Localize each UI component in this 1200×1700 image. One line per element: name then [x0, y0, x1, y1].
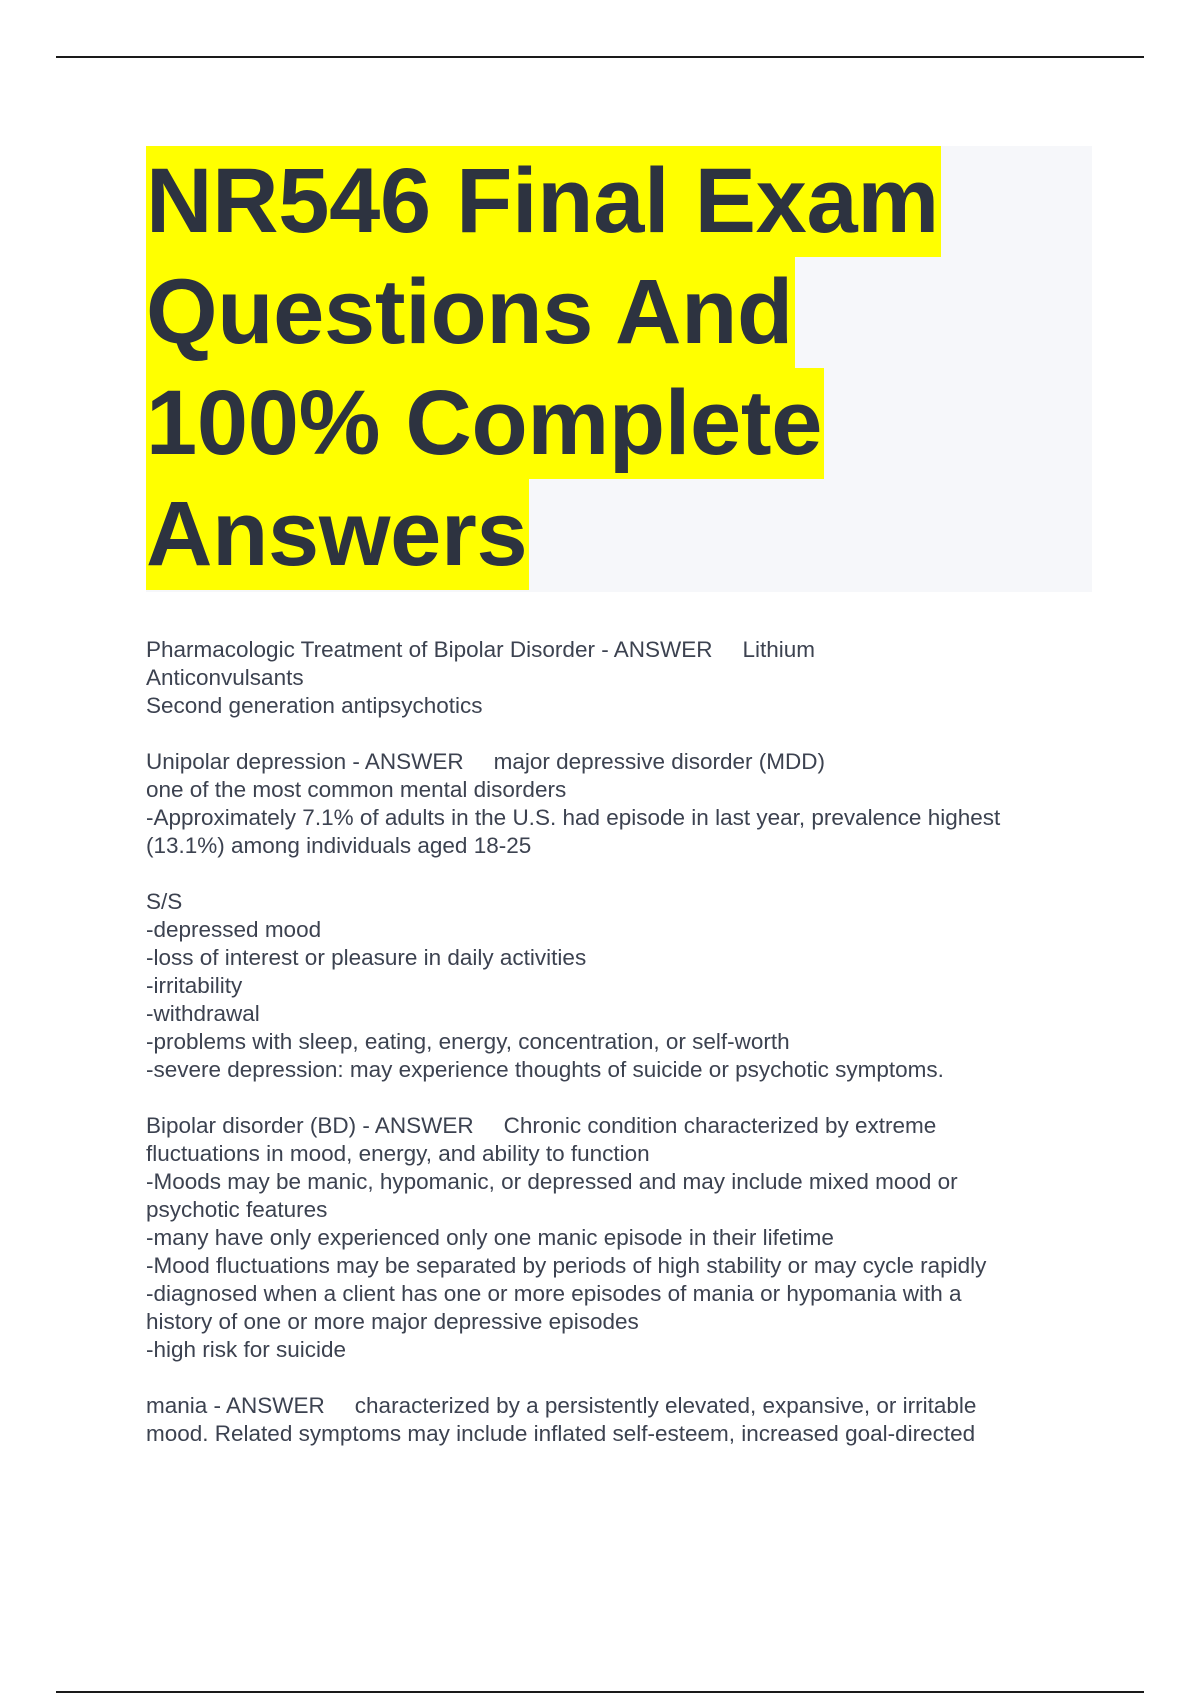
entry-line: history of one or more major depressive episodes [146, 1309, 639, 1334]
entry-first-line [146, 636, 1086, 664]
entry-line: -loss of interest or pleasure in daily activities [146, 945, 587, 970]
entry-term: Pharmacologic Treatment of Bipolar Disorder - ANSWER [146, 637, 713, 662]
title-line: NR546 Final Exam [146, 146, 941, 257]
entry-line: -Moods may be manic, hypomanic, or depressed and may include mixed mood or [146, 1169, 958, 1194]
entry-answer: characterized by a persistently elevated, expansive, or irritable [354, 1393, 977, 1418]
header-rule [56, 56, 1144, 58]
footer-rule [56, 1691, 1144, 1693]
entry-line: -many have only experienced only one manic episode in their lifetime [146, 1225, 834, 1250]
entry-first-line [146, 1112, 1086, 1140]
entry-answer: Chronic condition characterized by extreme [503, 1113, 937, 1138]
entry-line: -high risk for suicide [146, 1337, 347, 1362]
entry-line: -depressed mood [146, 917, 322, 942]
entry-line: -Mood fluctuations may be separated by periods of high stability or may cycle rapidly [146, 1253, 987, 1278]
qa-content [146, 636, 1086, 1476]
entry-line: Second generation antipsychotics [146, 693, 483, 718]
entry-term: mania - ANSWER [146, 1393, 325, 1418]
qa-entry [146, 888, 1086, 1084]
entry-line: -withdrawal [146, 1001, 260, 1026]
entry-term: Unipolar depression - ANSWER [146, 749, 464, 774]
qa-entry [146, 636, 1086, 720]
qa-entry [146, 1112, 1086, 1364]
entry-term: Bipolar disorder (BD) - ANSWER [146, 1113, 474, 1138]
document-title [146, 146, 1092, 590]
entry-first-line [146, 1392, 1086, 1420]
entry-line: psychotic features [146, 1197, 328, 1222]
entry-line: fluctuations in mood, energy, and ability to function [146, 1141, 650, 1166]
entry-line: one of the most common mental disorders [146, 777, 567, 802]
entry-answer: Lithium [742, 637, 816, 662]
entry-line: S/S [146, 889, 183, 914]
entry-line: -diagnosed when a client has one or more episodes of mania or hypomania with a [146, 1281, 962, 1306]
qa-entry [146, 1392, 1086, 1448]
entry-first-line [146, 748, 1086, 776]
entry-line: -severe depression: may experience thoughts of suicide or psychotic symptoms. [146, 1057, 944, 1082]
entry-line: -problems with sleep, eating, energy, concentration, or self-worth [146, 1029, 790, 1054]
entry-line: mood. Related symptoms may include inflated self-esteem, increased goal-directed [146, 1421, 976, 1446]
entry-line: (13.1%) among individuals aged 18-25 [146, 833, 532, 858]
qa-entry [146, 748, 1086, 860]
entry-line: -irritability [146, 973, 243, 998]
entry-line: -Approximately 7.1% of adults in the U.S. had episode in last year, prevalence highest [146, 805, 1001, 830]
title-line: 100% Complete [146, 368, 824, 479]
entry-line: Anticonvulsants [146, 665, 304, 690]
entry-answer: major depressive disorder (MDD) [493, 749, 825, 774]
title-line: Answers [146, 479, 529, 590]
title-line: Questions And [146, 257, 795, 368]
